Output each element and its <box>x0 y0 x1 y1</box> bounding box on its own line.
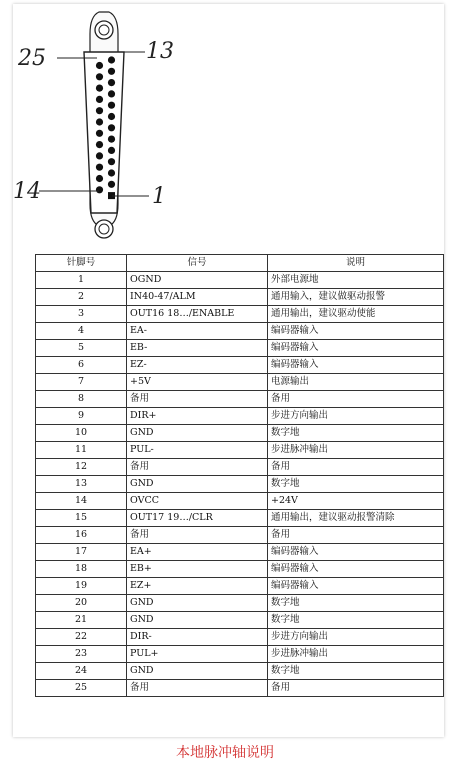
caption: 本地脉冲轴说明 <box>176 745 274 761</box>
signal-cell: OVCC <box>127 493 268 510</box>
signal-cell: GND <box>127 663 268 680</box>
connector-pin <box>108 56 115 63</box>
connector-pin <box>96 152 103 159</box>
signal-cell: GND <box>127 425 268 442</box>
connector-pin <box>108 169 115 176</box>
connector-pin <box>96 175 103 182</box>
pin-number-cell: 2 <box>36 289 127 306</box>
signal-cell: 备用 <box>127 527 268 544</box>
description-cell: 备用 <box>268 680 444 697</box>
pin-number-cell: 16 <box>36 527 127 544</box>
pin-number-cell: 9 <box>36 408 127 425</box>
pin-number-cell: 19 <box>36 578 127 595</box>
description-cell: 编码器输入 <box>268 340 444 357</box>
pin-number-cell: 23 <box>36 646 127 663</box>
table-row <box>36 289 444 306</box>
description-cell: +24V <box>268 493 444 510</box>
top-screw-hole-inner <box>99 25 109 35</box>
pin-number-cell: 1 <box>36 272 127 289</box>
description-cell: 数字地 <box>268 663 444 680</box>
description-cell: 通用输出，建议驱动使能 <box>268 306 444 323</box>
signal-cell: 备用 <box>127 459 268 476</box>
pin-number-cell: 18 <box>36 561 127 578</box>
pin-number-cell: 22 <box>36 629 127 646</box>
table-row <box>36 680 444 697</box>
connector-pin <box>108 124 115 131</box>
signal-cell: OUT16 18…/ENABLE <box>127 306 268 323</box>
connector-pin <box>96 130 103 137</box>
signal-cell: IN40-47/ALM <box>127 289 268 306</box>
table-row <box>36 357 444 374</box>
connector-pin <box>108 102 115 109</box>
table-row <box>36 663 444 680</box>
description-cell: 编码器输入 <box>268 578 444 595</box>
pin-number-cell: 10 <box>36 425 127 442</box>
table-row <box>36 323 444 340</box>
pin-number-cell: 4 <box>36 323 127 340</box>
description-cell: 通用输出，建议驱动报警清除 <box>268 510 444 527</box>
table-row <box>36 527 444 544</box>
content-panel <box>13 4 444 737</box>
signal-cell: GND <box>127 595 268 612</box>
pin-number-cell: 7 <box>36 374 127 391</box>
table-row <box>36 442 444 459</box>
connector-pin <box>96 96 103 103</box>
connector-pin <box>108 181 115 188</box>
connector-pin <box>96 73 103 80</box>
description-cell: 数字地 <box>268 612 444 629</box>
pin-number-cell: 14 <box>36 493 127 510</box>
pin-number-cell: 25 <box>36 680 127 697</box>
pin-label-1: 1 <box>152 184 166 209</box>
signal-cell: EA- <box>127 323 268 340</box>
signal-cell: GND <box>127 612 268 629</box>
table-header-row <box>36 255 444 272</box>
description-cell: 编码器输入 <box>268 544 444 561</box>
signal-cell: PUL+ <box>127 646 268 663</box>
table-row <box>36 459 444 476</box>
pin-label-25: 25 <box>18 46 46 71</box>
pin-number-cell: 20 <box>36 595 127 612</box>
description-cell: 步进脉冲输出 <box>268 646 444 663</box>
signal-cell: EB+ <box>127 561 268 578</box>
pin-label-13: 13 <box>146 39 174 64</box>
header-pin-number: 针脚号 <box>36 255 127 272</box>
connector-pin <box>96 85 103 92</box>
db25-connector-diagram <box>13 4 444 250</box>
pin-number-cell: 17 <box>36 544 127 561</box>
connector-pin <box>96 141 103 148</box>
pin-number-cell: 11 <box>36 442 127 459</box>
signal-cell: EA+ <box>127 544 268 561</box>
signal-cell: EZ+ <box>127 578 268 595</box>
connector-pin <box>96 118 103 125</box>
connector-pin <box>108 90 115 97</box>
signal-cell: +5V <box>127 374 268 391</box>
signal-cell: EB- <box>127 340 268 357</box>
pin-number-cell: 24 <box>36 663 127 680</box>
table-row <box>36 306 444 323</box>
table-row <box>36 391 444 408</box>
description-cell: 电源输出 <box>268 374 444 391</box>
pin-number-cell: 6 <box>36 357 127 374</box>
description-cell: 外部电源地 <box>268 272 444 289</box>
connector-shell <box>84 52 124 213</box>
description-cell: 编码器输入 <box>268 561 444 578</box>
connector-pin <box>108 158 115 165</box>
pin-number-cell: 21 <box>36 612 127 629</box>
connector-pin <box>96 62 103 69</box>
pin-number-cell: 3 <box>36 306 127 323</box>
description-cell: 编码器输入 <box>268 323 444 340</box>
signal-cell: GND <box>127 476 268 493</box>
pin-number-cell: 15 <box>36 510 127 527</box>
header-signal: 信号 <box>127 255 268 272</box>
table-row <box>36 578 444 595</box>
connector-pin <box>108 136 115 143</box>
description-cell: 备用 <box>268 527 444 544</box>
table-row <box>36 544 444 561</box>
description-cell: 备用 <box>268 459 444 476</box>
bottom-screw-hole-inner <box>99 224 109 234</box>
table-row <box>36 340 444 357</box>
table-row <box>36 425 444 442</box>
signal-cell: OGND <box>127 272 268 289</box>
description-cell: 步进方向输出 <box>268 629 444 646</box>
signal-cell: OUT17 19…/CLR <box>127 510 268 527</box>
header-description: 说明 <box>268 255 444 272</box>
table-row <box>36 408 444 425</box>
signal-cell: DIR+ <box>127 408 268 425</box>
signal-cell: 备用 <box>127 680 268 697</box>
connector-pin <box>96 107 103 114</box>
connector-pin <box>96 164 103 171</box>
description-cell: 通用输入，建议做驱动报警 <box>268 289 444 306</box>
description-cell: 数字地 <box>268 476 444 493</box>
pin-description-table <box>35 254 444 697</box>
signal-cell: 备用 <box>127 391 268 408</box>
table-row <box>36 374 444 391</box>
pin-number-cell: 12 <box>36 459 127 476</box>
description-cell: 数字地 <box>268 595 444 612</box>
description-cell: 编码器输入 <box>268 357 444 374</box>
table-row <box>36 476 444 493</box>
table-row <box>36 493 444 510</box>
table-row <box>36 612 444 629</box>
pin-label-14: 14 <box>13 179 41 204</box>
pin-number-cell: 5 <box>36 340 127 357</box>
table-row <box>36 595 444 612</box>
connector-pin <box>108 68 115 75</box>
signal-cell: EZ- <box>127 357 268 374</box>
connector-pin <box>108 79 115 86</box>
description-cell: 步进脉冲输出 <box>268 442 444 459</box>
description-cell: 步进方向输出 <box>268 408 444 425</box>
pin-number-cell: 13 <box>36 476 127 493</box>
signal-cell: DIR- <box>127 629 268 646</box>
table-row <box>36 646 444 663</box>
table-row <box>36 561 444 578</box>
pin-number-cell: 8 <box>36 391 127 408</box>
connector-pin <box>108 113 115 120</box>
description-cell: 备用 <box>268 391 444 408</box>
description-cell: 数字地 <box>268 425 444 442</box>
table-row <box>36 510 444 527</box>
table-row <box>36 629 444 646</box>
signal-cell: PUL- <box>127 442 268 459</box>
connector-pin <box>96 186 103 193</box>
table-row <box>36 272 444 289</box>
connector-pin <box>108 147 115 154</box>
